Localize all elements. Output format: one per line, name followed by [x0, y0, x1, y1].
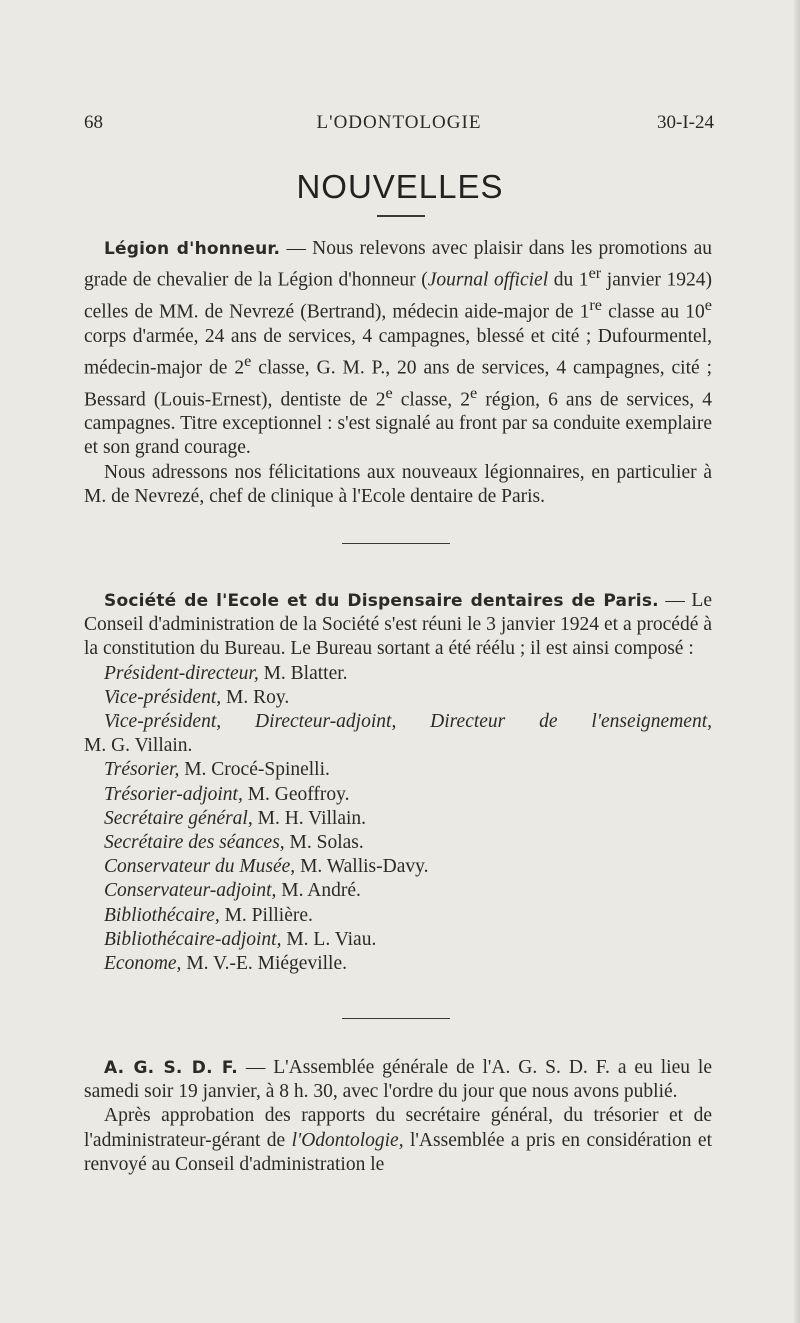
societe-paragraph: Société de l'Ecole et du Dispensaire dentaires de Paris. — Le Conseil d'administration de la Société s'est réuni le 3 janvier 1924 et a procédé à la constitution du Bureau. Le Bureau sortant a été réélu ; il est ainsi composé : — [84, 590, 712, 660]
page-number: 68 — [84, 112, 103, 133]
list-item: Econome, M. V.-E. Miégeville. — [104, 953, 347, 975]
list-item: Vice-président, M. Roy. — [104, 686, 290, 708]
list-item: Conservateur du Musée, M. Wallis-Davy. — [104, 856, 429, 878]
journal-title: L'ODONTOLOGIE — [316, 112, 482, 133]
list-item: Trésorier, M. Crocé-Spinelli. — [104, 759, 330, 781]
list-item-continuation: M. G. Villain. — [84, 735, 193, 757]
legion-paragraph-2: Nous adressons nos félicitations aux nouveaux légionnaires, en particulier à M. de Nevrezé, chef de clinique à l'Ecole dentaire de Paris. — [84, 461, 712, 507]
list-item: Bibliothécaire-adjoint, M. L. Viau. — [104, 928, 377, 950]
agsdf-heading: A. G. S. D. F. — [104, 1058, 238, 1078]
list-item: Secrétaire des séances, M. Solas. — [104, 832, 364, 854]
list-item: Vice-président, Directeur-adjoint, Directeur de l'enseignement, — [104, 711, 712, 733]
title-underline — [377, 215, 425, 217]
list-item: Bibliothécaire, M. Pillière. — [104, 904, 313, 926]
legion-heading: Légion d'honneur. — [104, 239, 281, 259]
page-title: NOUVELLES — [296, 168, 504, 205]
legion-paragraph-1: Légion d'honneur. — Nous relevons avec plaisir dans les promotions au grade de chevalier de la Légion d'honneur (Journal officiel du 1er janvier 1924) celles de MM. de Nevrezé (Bertrand), médecin aide-major de 1re classe au 10e corps d'armée, 24 ans de services, 4 campagnes, blessé et cité ; Dufourmentel, médecin-major de 2e classe, G. M. P., 20 ans de services, 4 campagnes, cité ; Bessard (Louis-Ernest), dentiste de 2e classe, 2e région, 6 ans de services, 4 campagnes. Titre exceptionnel : s'est signalé au front par sa conduite exemplaire et son grand courage. — [84, 238, 713, 459]
agsdf-paragraph-1: A. G. S. D. F. — L'Assemblée générale de l'A. G. S. D. F. a eu lieu le samedi soir 19 janvier, à 8 h. 30, avec l'ordre du jour que nous avons publié. — [84, 1057, 712, 1103]
section-agsdf — [84, 1056, 712, 1177]
list-item: Trésorier-adjoint, M. Geoffroy. — [104, 783, 350, 805]
issue-date: 30-I-24 — [657, 112, 714, 133]
section-societe — [84, 589, 712, 976]
section-legion — [84, 237, 712, 509]
section-divider — [342, 543, 450, 544]
section-divider — [342, 1018, 450, 1019]
list-item: Conservateur-adjoint, M. André. — [104, 880, 361, 902]
list-item: Président-directeur, M. Blatter. — [104, 662, 348, 684]
list-item: Secrétaire général, M. H. Villain. — [104, 807, 367, 829]
running-header — [84, 112, 714, 142]
agsdf-paragraph-2: Après approbation des rapports du secrétaire général, du trésorier et de l'administrateur-gérant de l'Odontologie, l'Assemblée a pris en considération et renvoyé au Conseil d'administration le — [84, 1105, 712, 1175]
societe-heading: Société de l'Ecole et du Dispensaire dentaires de Paris. — [104, 591, 659, 611]
bureau-list — [84, 662, 712, 977]
